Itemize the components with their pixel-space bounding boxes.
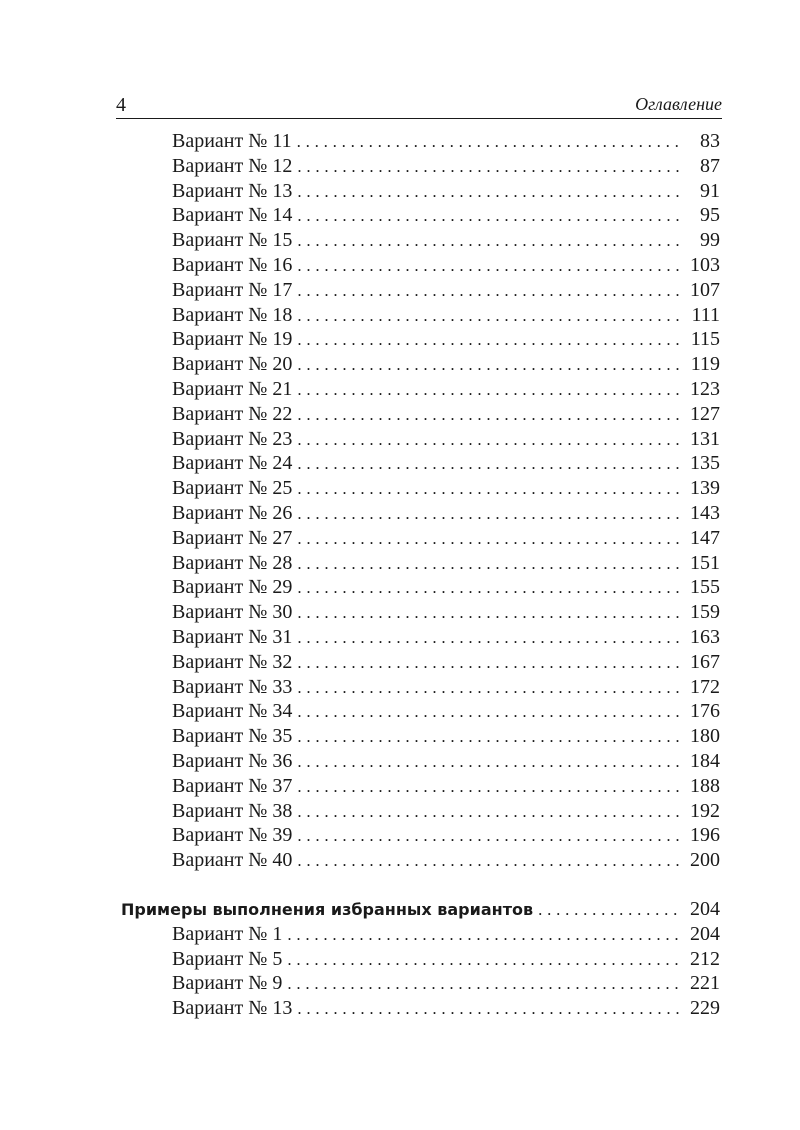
dot-leader: [297, 229, 683, 252]
toc-entry-page: 151: [690, 551, 720, 574]
toc-entry: [172, 154, 720, 178]
toc-entry-label: Вариант № 35: [172, 725, 293, 748]
dot-leader: [297, 477, 683, 500]
toc-entry: [172, 600, 720, 624]
page-number: 4: [116, 94, 126, 116]
toc-entry: [172, 971, 720, 995]
toc-entry-label: Вариант № 40: [172, 849, 293, 872]
dot-leader: [297, 750, 683, 773]
toc-entry: [172, 625, 720, 649]
dot-leader: [297, 130, 683, 153]
toc-entry: [172, 179, 720, 203]
page-header: [116, 92, 722, 119]
toc-entry-label: Вариант № 31: [172, 626, 293, 648]
toc-entry: [172, 749, 720, 773]
toc-entry: [172, 253, 720, 277]
toc-entry-label: Вариант № 37: [172, 774, 293, 797]
toc-entry-label: Вариант № 32: [172, 650, 293, 673]
toc-entry-page: 188: [690, 774, 720, 797]
toc-entry: [172, 823, 720, 847]
toc-entry: [172, 203, 720, 227]
toc-entry-label: Вариант № 30: [172, 601, 293, 624]
dot-leader: [297, 626, 683, 649]
toc-entry-page: 131: [690, 427, 720, 450]
toc-entry-label: Вариант № 21: [172, 378, 293, 400]
dot-leader: [297, 279, 683, 302]
toc-entry-label: Вариант № 28: [172, 551, 293, 574]
toc-entry-label: Вариант № 29: [172, 576, 293, 599]
toc-entry: [172, 922, 720, 946]
dot-leader: [297, 155, 683, 178]
dot-leader: [297, 824, 683, 847]
toc-entry-label: Вариант № 39: [172, 824, 293, 847]
toc-entry: [172, 575, 720, 599]
toc-entry: [172, 402, 720, 426]
toc-entry-label: Вариант № 36: [172, 750, 293, 772]
toc-entry-page: 95: [700, 204, 720, 227]
toc-entry-page: 123: [690, 378, 720, 400]
toc-entry: [172, 996, 720, 1020]
toc-entry-page: 200: [690, 849, 720, 872]
dot-leader: [287, 972, 683, 995]
toc-entry-page: 221: [690, 972, 720, 995]
toc-entry-page: 192: [690, 799, 720, 822]
toc-entry-page: 99: [700, 229, 720, 252]
toc-entry: [172, 303, 720, 327]
toc-entry-label: Вариант № 22: [172, 402, 293, 425]
toc-entry-label: Вариант № 18: [172, 303, 293, 326]
toc-entry: [172, 947, 720, 971]
toc-entry-label: Вариант № 27: [172, 526, 293, 549]
dot-leader: [297, 775, 683, 798]
dot-leader: [297, 725, 683, 748]
dot-leader: [287, 923, 683, 946]
dot-leader: [297, 403, 683, 426]
toc-entry-label: Вариант № 11: [172, 130, 292, 152]
toc-entry-page: 83: [700, 130, 720, 152]
dot-leader: [297, 651, 683, 674]
toc-entry-page: 119: [690, 353, 720, 376]
toc-entry: [172, 799, 720, 823]
toc-entry: [172, 848, 720, 872]
toc-entry-label: Вариант № 25: [172, 477, 293, 500]
toc-entry-page: 167: [690, 650, 720, 673]
toc-entry: [172, 377, 720, 401]
toc-entry-label: Вариант № 9: [172, 972, 283, 995]
dot-leader: [297, 502, 683, 525]
toc-entry: [172, 451, 720, 475]
toc-entry-label: Примеры выполнения избранных вариантов: [121, 900, 534, 919]
toc-entry-page: 127: [690, 402, 720, 425]
toc-entry-page: 139: [690, 477, 720, 500]
toc-entry-label: Вариант № 16: [172, 254, 293, 276]
dot-leader: [297, 552, 683, 575]
toc-entry-label: Вариант № 20: [172, 353, 293, 376]
toc-entry-page: 172: [690, 675, 720, 698]
running-title: Оглавление: [635, 94, 722, 114]
toc-entry-page: 103: [690, 254, 720, 276]
toc-entry-page: 229: [690, 997, 720, 1020]
dot-leader: [297, 304, 683, 327]
toc-entry-page: 107: [690, 278, 720, 301]
toc-entry-label: Вариант № 14: [172, 204, 293, 227]
dot-leader: [297, 676, 683, 699]
toc-entry: [172, 551, 720, 575]
toc-entry: [172, 526, 720, 550]
toc-entry-label: Вариант № 15: [172, 229, 293, 252]
toc-entry-page: 143: [690, 502, 720, 524]
toc-entry: [172, 427, 720, 451]
toc-entry-page: 87: [700, 154, 720, 177]
toc-entry-page: 204: [690, 922, 720, 945]
toc-entry-page: 135: [690, 452, 720, 475]
dot-leader: [297, 180, 683, 203]
toc-entry-label: Вариант № 34: [172, 700, 293, 723]
toc-entry-page: 115: [690, 328, 720, 351]
toc-entry-label: Вариант № 5: [172, 947, 283, 970]
toc-entry: [172, 675, 720, 699]
toc-entry: [172, 699, 720, 723]
toc-entry: [172, 327, 720, 351]
toc-entry-label: Вариант № 19: [172, 328, 293, 351]
toc-entry-page: 111: [691, 303, 720, 326]
toc-entry-page: 155: [690, 576, 720, 599]
toc-entry-page: 184: [690, 750, 720, 772]
toc-entry-page: 196: [690, 824, 720, 847]
dot-leader: [297, 428, 683, 451]
dot-leader: [297, 849, 683, 872]
toc-entry-label: Вариант № 12: [172, 154, 293, 177]
toc-entry: [172, 650, 720, 674]
toc-entry: [172, 278, 720, 302]
toc-entry-label: Вариант № 13: [172, 179, 293, 202]
toc-entry-label: Вариант № 33: [172, 675, 293, 698]
toc-entry-page: 147: [690, 526, 720, 549]
toc-entry-page: 163: [690, 626, 720, 648]
toc-section-entry: [121, 897, 720, 921]
dot-leader: [287, 948, 683, 971]
toc-entry-page: 204: [690, 898, 720, 920]
dot-leader: [297, 700, 683, 723]
dot-leader: [297, 997, 683, 1020]
toc-entry-page: 176: [690, 700, 720, 723]
toc-entry: [172, 129, 720, 153]
dot-leader: [297, 527, 683, 550]
dot-leader: [297, 576, 683, 599]
toc-entry-page: 159: [690, 601, 720, 624]
dot-leader: [297, 452, 683, 475]
toc-entry-page: 91: [700, 179, 720, 202]
dot-leader: [297, 378, 683, 401]
toc-entry-label: Вариант № 24: [172, 452, 293, 475]
toc-entry-label: Вариант № 17: [172, 278, 293, 301]
dot-leader: [297, 254, 683, 277]
toc-entry-label: Вариант № 13: [172, 997, 293, 1020]
toc-entry-label: Вариант № 1: [172, 922, 283, 945]
toc-entry: [172, 774, 720, 798]
toc-entry: [172, 501, 720, 525]
toc-entry-label: Вариант № 26: [172, 502, 293, 524]
toc-entry-label: Вариант № 38: [172, 799, 293, 822]
dot-leader: [297, 601, 683, 624]
dot-leader: [297, 204, 683, 227]
toc-entry-page: 180: [690, 725, 720, 748]
dot-leader: [297, 800, 683, 823]
toc-entry: [172, 476, 720, 500]
toc-entry: [172, 228, 720, 252]
toc-entry: [172, 352, 720, 376]
dot-leader: [297, 353, 683, 376]
toc-entry: [172, 724, 720, 748]
toc-entry-label: Вариант № 23: [172, 427, 293, 450]
dot-leader: [297, 328, 683, 351]
toc-entry-page: 212: [690, 947, 720, 970]
dot-leader: [538, 898, 683, 921]
